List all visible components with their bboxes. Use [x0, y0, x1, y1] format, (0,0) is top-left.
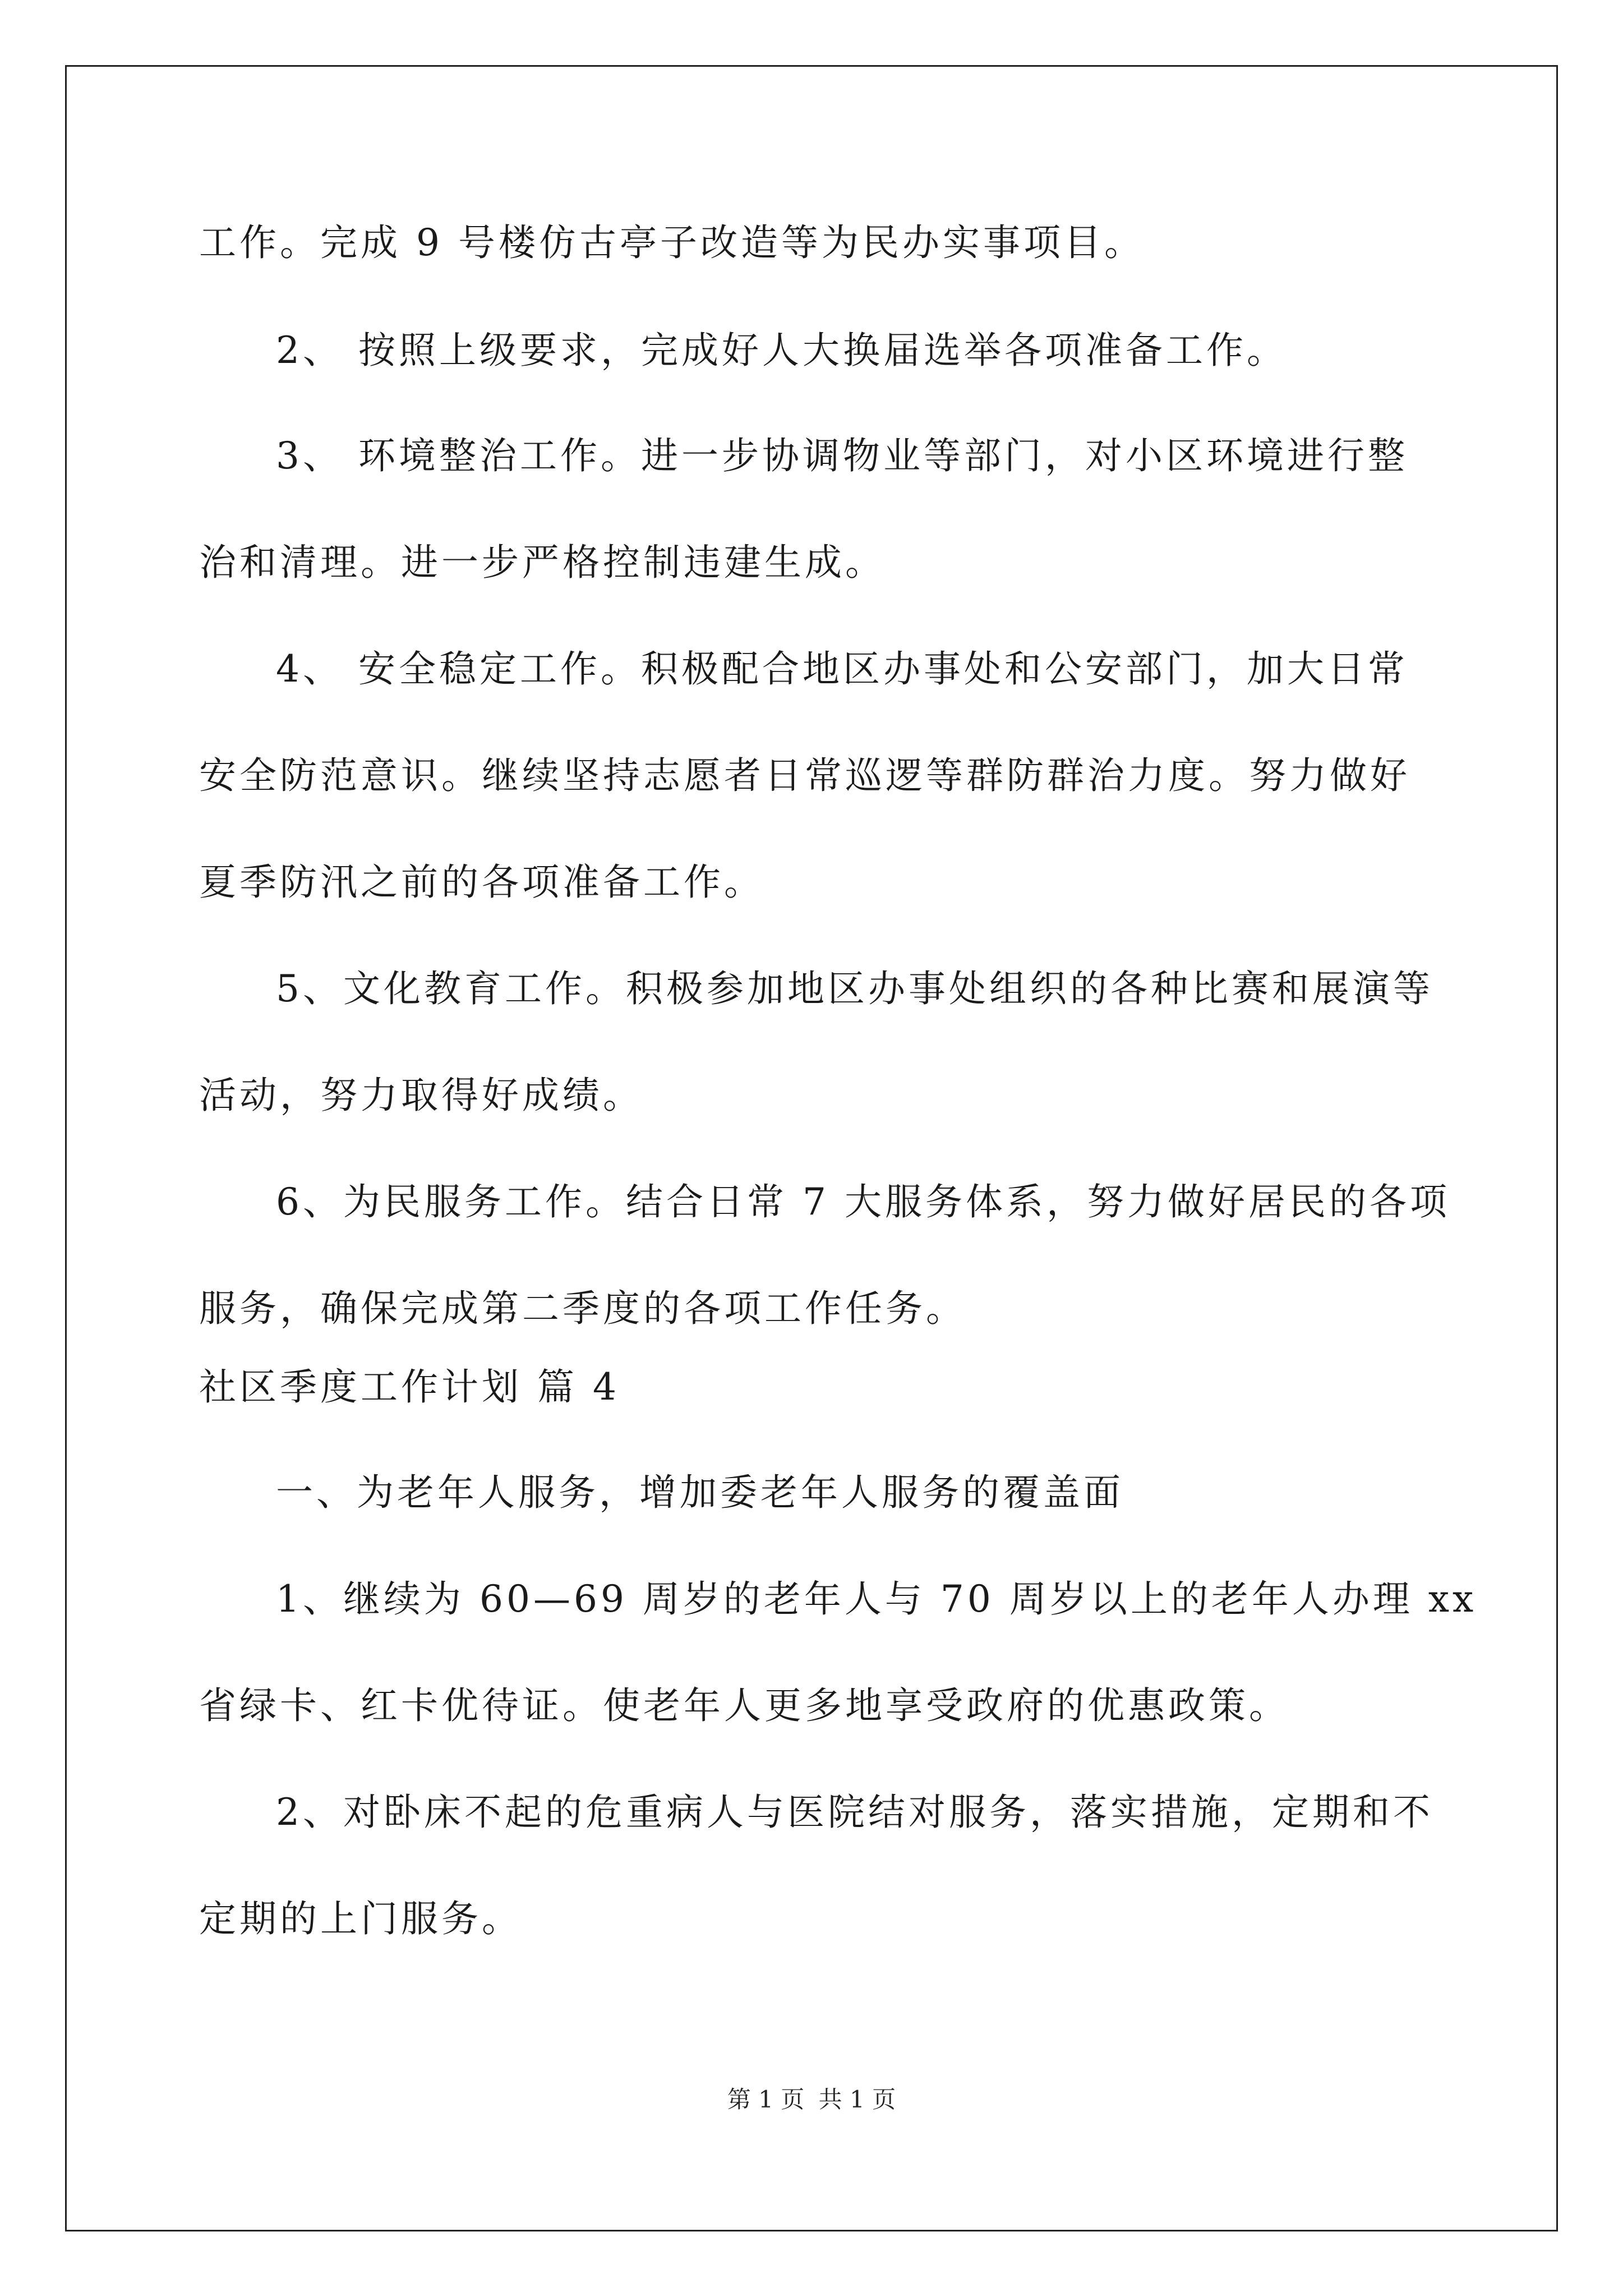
text-line: 1、继续为 60—69 周岁的老年人与 70 周岁以上的老年人办理 xx [276, 1577, 1477, 1621]
section-heading: 社区季度工作计划 篇 4 [199, 1365, 620, 1409]
text-line: 2、 按照上级要求，完成好人大换届选举各项准备工作。 [276, 329, 1287, 372]
text-line: 定期的上门服务。 [199, 1897, 522, 1940]
text-line: 6、为民服务工作。结合日常 7 大服务体系，努力做好居民的各项 [276, 1180, 1450, 1223]
text-line: 2、对卧床不起的危重病人与医院结对服务，落实措施，定期和不 [276, 1791, 1433, 1834]
text-line: 治和清理。进一步严格控制违建生成。 [199, 541, 886, 584]
text-line: 一、为老年人服务，增加委老年人服务的覆盖面 [276, 1471, 1124, 1514]
text-line: 4、 安全稳定工作。积极配合地区办事处和公安部门，加大日常 [276, 647, 1408, 691]
text-line: 5、文化教育工作。积极参加地区办事处组织的各种比赛和展演等 [276, 967, 1433, 1010]
text-line: 省绿卡、红卡优待证。使老年人更多地享受政府的优惠政策。 [199, 1684, 1289, 1727]
text-line: 夏季防汛之前的各项准备工作。 [199, 861, 764, 904]
page-total: 共 1 页 [818, 2086, 896, 2113]
page-footer [0, 2083, 1623, 2116]
text-line: 活动，努力取得好成绩。 [199, 1074, 643, 1117]
text-line: 服务，确保完成第二季度的各项工作任务。 [199, 1287, 966, 1330]
text-line: 安全防范意识。继续坚持志愿者日常巡逻等群防群治力度。努力做好 [199, 754, 1410, 797]
text-line: 工作。完成 9 号楼仿古亭子改造等为民办实事项目。 [199, 221, 1145, 264]
text-line: 3、 环境整治工作。进一步协调物业等部门，对小区环境进行整 [276, 434, 1408, 477]
page-number: 第 1 页 [727, 2086, 805, 2113]
